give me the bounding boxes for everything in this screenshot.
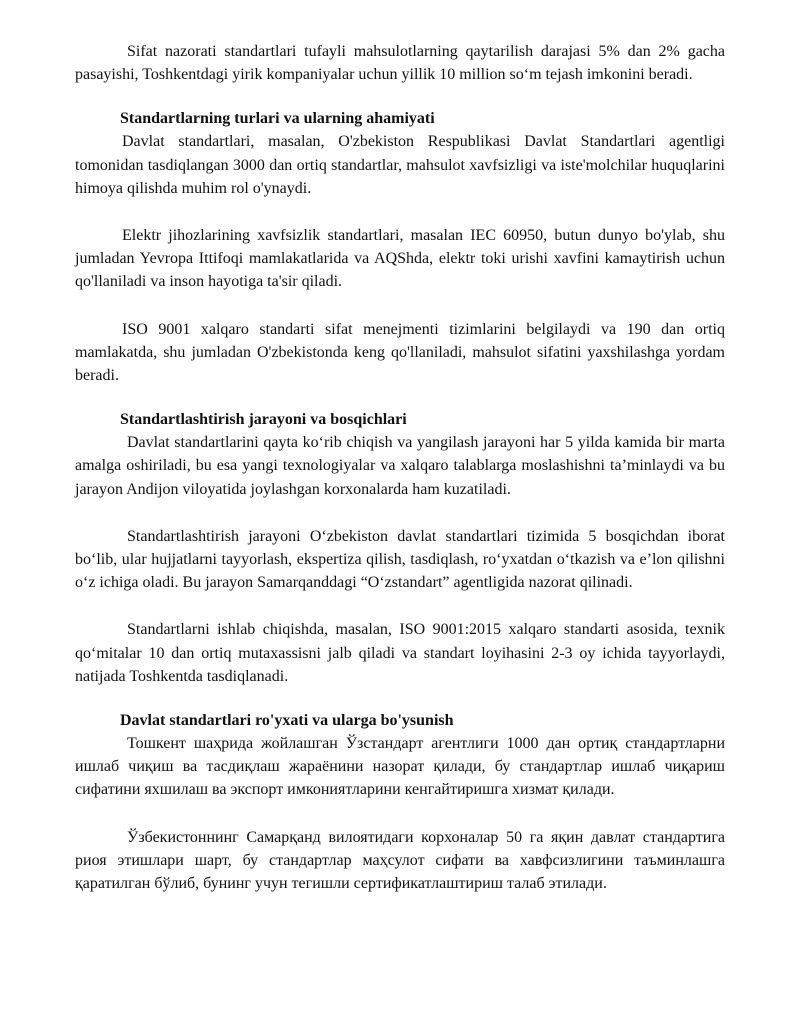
section-heading-types: Standartlarning turlari va ularning ahamiyati: [120, 110, 435, 128]
paragraph-intro: Sifat nazorati standartlari tufayli mahsulotlarning qaytarilish darajasi 5% dan 2% gacha pasayishi, Toshkentdagi yirik kompaniyalar uchun yillik 10 million so‘m tejash imkonini beradi.: [75, 43, 725, 84]
document-page: [75, 40, 725, 895]
paragraph-list-1: Тошкент шаҳрида жойлашган Ўзстандарт агентлиги 1000 дан ортиқ стандартларни ишлаб чиқиш ва тасдиқлаш жараёнини назорат қилади, бу стандартлар ишлаб чиқариш сифатини яхшилаш ва экспорт имкониятларини кенгайтиришга хизмат қилади.: [75, 735, 725, 799]
paragraph-process-3: Standartlarni ishlab chiqishda, masalan, ISO 9001:2015 xalqaro standarti asosida, texnik qo‘mitalar 10 dan ortiq mutaxassisni jalb qiladi va standart loyihasini 2-3 oy ichida tayyorlaydi, natijada Toshkentda tasdiqlanadi.: [75, 621, 725, 685]
paragraph-types-1: Davlat standartlari, masalan, O'zbekiston Respublikasi Davlat Standartlari agentligi tomonidan tasdiqlangan 3000 dan ortiq standartlar, mahsulot xavfsizligi va iste'molchilar huquqlarini himoya qilishda muhim rol o'ynaydi.: [75, 133, 725, 197]
paragraph-process-2: Standartlashtirish jarayoni O‘zbekiston davlat standartlari tizimida 5 bosqichdan iborat bo‘lib, ular hujjatlarni tayyorlash, ekspertiza qilish, tasdiqlash, ro‘yxatdan o‘tkazish va e’lon qilishni o‘z ichiga oladi. Bu jarayon Samarqanddagi “O‘zstandart” agentligida nazorat qilinadi.: [75, 527, 725, 592]
paragraph-list-2: Ўзбекистоннинг Самарқанд вилоятидаги корхоналар 50 га яқин давлат стандартига риоя этишлари шарт, бу стандартлар маҳсулот сифати ва хавфсизлигини таъминлашга қаратилган бўлиб, бунинг учун тегишли сертификатлаштириш талаб этилади.: [75, 828, 725, 893]
section-heading-process: Standartlashtirish jarayoni va bosqichlari: [120, 411, 407, 429]
paragraph-types-3: ISO 9001 xalqaro standarti sifat menejmenti tizimlarini belgilaydi va 190 dan ortiq mamlakatda, shu jumladan O'zbekistonda keng qo'llaniladi, mahsulot sifatini yaxshilashga yordam beradi.: [75, 320, 725, 385]
paragraph-types-2: Elektr jihozlarining xavfsizlik standartlari, masalan IEC 60950, butun dunyo bo'ylab, shu jumladan Yevropa Ittifoqi mamlakatlarida va AQShda, elektr toki urishi xavfini kamaytirish uchun qo'llaniladi va inson hayotiga ta'sir qiladi.: [75, 227, 725, 291]
paragraph-process-1: Davlat standartlarini qayta ko‘rib chiqish va yangilash jarayoni har 5 yilda kamida bir marta amalga oshiriladi, bu esa yangi texnologiyalar va xalqaro talablarga moslashishni ta’minlaydi va bu jarayon Andijon viloyatida joylashgan korxonalarda ham kuzatiladi.: [75, 434, 725, 498]
section-heading-list: Davlat standartlari ro'yxati va ularga bo'ysunish: [120, 712, 454, 730]
